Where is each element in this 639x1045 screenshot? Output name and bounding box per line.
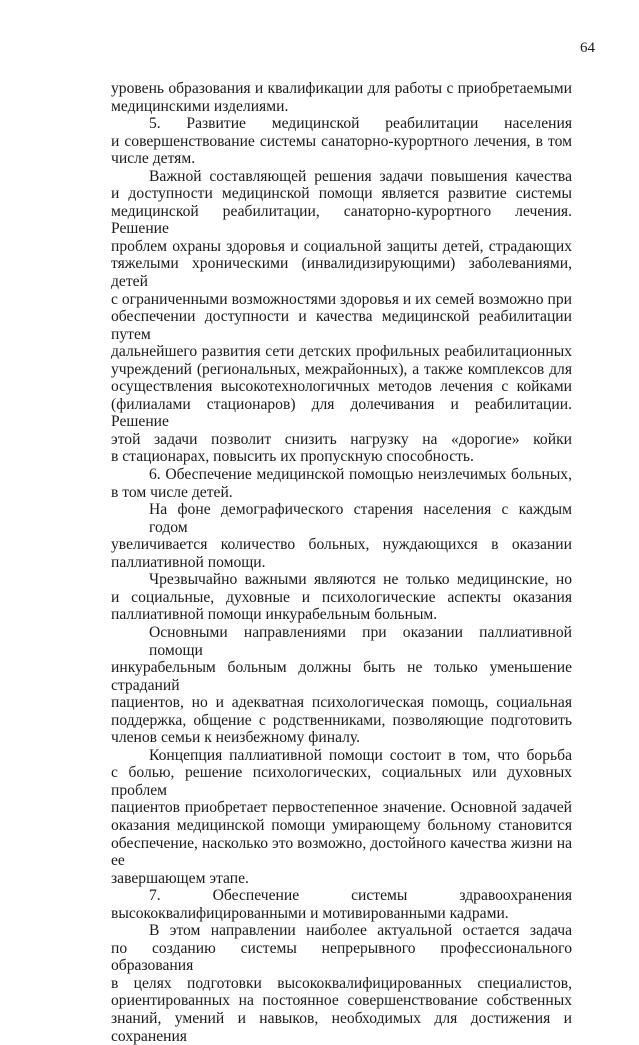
text-line: учреждений (региональных, межрайонных), а также комплексов для (111, 360, 572, 378)
text-line: знаний, умений и навыков, необходимых для достижения и сохранения (111, 1009, 572, 1045)
paragraph-p7 (111, 624, 572, 747)
text-line: (филиалами стационаров) для долечивания и реабилитации. Решение (111, 395, 572, 431)
text-line: и социальные, духовные и психологические аспекты оказания (111, 588, 572, 606)
page-number: 64 (580, 40, 595, 56)
text-line: Основными направлениями при оказании паллиативной помощи (149, 623, 572, 659)
text-line: в том числе детей. (111, 483, 233, 501)
text-line: инкурабельным больным должны быть не только уменьшение страданий (111, 659, 572, 694)
text-line: и доступности медицинской помощи является развитие системы (111, 185, 572, 203)
paragraph-p8 (111, 747, 572, 887)
paragraph-p10 (111, 922, 572, 1045)
text-line: с болью, решение психологических, социальных или духовных проблем (111, 764, 572, 799)
paragraph-p6 (111, 571, 572, 624)
text-line: оказания медицинской помощи умирающему больному становится (111, 816, 572, 834)
paragraph-p4 (111, 466, 572, 501)
paragraph-p3 (111, 168, 572, 466)
text-line: завершающем этапе. (111, 869, 249, 887)
paragraph-p5 (111, 501, 572, 571)
text-line: тяжелыми хроническими (инвалидизирующими) заболеваниями, детей (111, 255, 572, 291)
text-line: этой задачи позволит снизить нагрузку на «дорогие» койки (111, 430, 572, 448)
text-line: поддержка, общение с родственниками, позволяющие подготовить (111, 711, 572, 729)
text-line: 5. Развитие медицинской реабилитации населения (149, 115, 572, 133)
text-line: медицинскими изделиями. (111, 97, 289, 115)
text-line: пациентов, но и адекватная психологическая помощь, социальная (111, 694, 572, 712)
text-line: осуществления высокотехнологичных методов лечения с койками (111, 378, 572, 396)
text-line: В этом направлении наиболее актуальной остается задача (149, 922, 572, 940)
text-line: пациентов приобретает первостепенное значение. Основной задачей (111, 799, 572, 817)
document-body (111, 80, 572, 1045)
text-line: и совершенствование системы санаторно-курортного лечения, в том (111, 132, 572, 150)
text-line: проблем охраны здоровья и социальной защиты детей, страдающих (111, 237, 572, 255)
text-line: членов семьи к неизбежному финалу. (111, 729, 361, 747)
text-line: паллиативной помощи. (111, 553, 266, 571)
text-line: медицинской реабилитации, санаторно-курортного лечения. Решение (111, 202, 572, 238)
text-line: числе детям. (111, 150, 196, 168)
text-line: в целях подготовки высококвалифицированных специалистов, (111, 974, 572, 992)
text-line: высококвалифицированными и мотивированными кадрами. (111, 904, 509, 922)
text-line: дальнейшего развития сети детских профильных реабилитационных (111, 343, 572, 361)
text-line: обеспечении доступности и качества медицинской реабилитации путем (111, 308, 572, 343)
text-line: На фоне демографического старения населения с каждым годом (149, 501, 572, 536)
text-line: Важной составляющей решения задачи повышения качества (149, 167, 572, 185)
text-line: увеличивается количество больных, нуждающихся в оказании (111, 536, 572, 554)
text-line: с ограниченными возможностями здоровья и их семей возможно при (111, 290, 572, 308)
text-line: паллиативной помощи инкурабельным больным. (111, 606, 438, 624)
text-line: обеспечение, насколько это возможно, достойного качества жизни на ее (111, 834, 572, 870)
text-line: в стационарах, повысить их пропускную способность. (111, 448, 474, 466)
paragraph-p2 (111, 115, 572, 168)
text-line: 7. Обеспечение системы здравоохранения (149, 887, 572, 905)
paragraph-p1 (111, 80, 572, 115)
text-line: Чрезвычайно важными являются не только медицинские, но (149, 571, 572, 589)
text-line: по созданию системы непрерывного профессионального образования (111, 939, 572, 975)
text-line: уровень образования и квалификации для работы с приобретаемыми (111, 80, 572, 97)
text-line: ориентированных на постоянное совершенствование собственных (111, 992, 572, 1010)
text-line: 6. Обеспечение медицинской помощью неизлечимых больных, (149, 466, 572, 484)
text-line: Концепция паллиативной помощи состоит в том, что борьба (149, 746, 572, 764)
